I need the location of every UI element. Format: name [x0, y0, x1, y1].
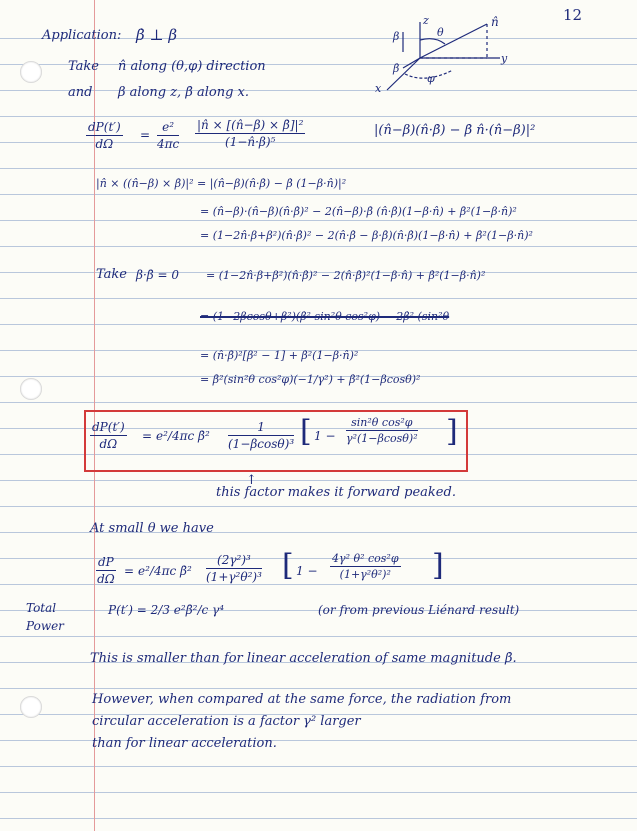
small-theta-one-minus: 1 − — [296, 564, 318, 578]
simplified-line-1: = (n̂·β̇)²[β² − 1] + β̇²(1−β·n̂)² — [200, 349, 359, 362]
take-word: Take — [96, 267, 127, 282]
expansion-line-1: |n̂ × ((n̂−β) × β̇)|² = |(n̂−β)(n̂·β̇) − β̇ (1−β·n̂)|² — [96, 177, 347, 190]
diagram-y-label: y — [501, 52, 508, 65]
boxed-lhs: $\frac{dP(t')}{d\Omega}$ — [92, 420, 125, 451]
conclusion-line-2: However, when compared at the same force, the radiation from — [92, 692, 512, 707]
power-eq-lhs: $\frac{dP(t')}{d\Omega}$ — [88, 120, 121, 151]
total-power-note: (or from previous Liénard result) — [318, 603, 520, 617]
boxed-coefficient: e²/4πc β̇² — [156, 429, 210, 443]
small-theta-bracket-open: [ — [282, 548, 294, 583]
small-theta-bracket-close: ] — [432, 548, 444, 583]
boxed-one-minus: 1 − — [314, 429, 336, 443]
conclusion-line-4: than for linear acceleration. — [92, 736, 277, 751]
conclusion-line-3: circular acceleration is a factor γ² larger — [92, 714, 361, 729]
setup-take: Take — [68, 59, 99, 74]
boxed-fraction: $\frac{1}{\text{(1−βcosθ)³}}$ — [228, 420, 295, 451]
total-power-expression: P(t′) = 2/3 e²β̇²/c γ⁴ — [108, 603, 225, 617]
setup-line2: β along z, β̇ along x. — [118, 85, 249, 100]
struck-out-line: = (1−2βcosθ+β²)(β̇² sin²θ cos²φ) − 2β̇² (sin²θ — [200, 310, 450, 323]
boxed-bracket-open: [ — [300, 414, 312, 449]
simplified-line-2: = β̇²(sin²θ cos²φ)(−1/γ²) + β̇²(1−βcosθ)² — [200, 373, 421, 386]
power-eq-coefficient: $\frac{\text{e²}}{4\pi c}$ — [157, 120, 180, 151]
diagram-z-label: z — [423, 14, 429, 27]
diagram-phi-label: φ — [427, 72, 435, 85]
expansion-line-2: = (n̂−β)·(n̂−β)(n̂·β̇)² − 2(n̂−β)·β̇ (n̂·β̇)(1−β·n̂) + β̇²(1−β·n̂)² — [200, 205, 517, 218]
conclusion-line-1: This is smaller than for linear acceleration of same magnitude β̇. — [90, 651, 517, 666]
diagram-betadot-label: β̇ — [393, 62, 400, 75]
punch-hole — [20, 61, 42, 83]
margin-note-total: Total — [26, 601, 57, 615]
setup-and: and — [68, 85, 93, 100]
take-condition: β·β̇ = 0 — [136, 268, 180, 282]
small-theta-lhs: $\frac{dP}{d\Omega}$ — [97, 555, 115, 586]
small-theta-inner-fraction: $\frac{\text{4γ² θ² cos²φ}}{\text{(1+γ²θ²)²}}$ — [332, 552, 399, 581]
application-label: Application: — [42, 28, 122, 43]
coordinate-diagram — [365, 10, 525, 100]
diagram-x-label: x — [375, 82, 382, 95]
annotation-text: this factor makes it forward peaked. — [216, 485, 456, 500]
small-theta-fraction: $\frac{\text{(2γ²)³}}{\text{(1+γ²θ²)³}}$ — [206, 553, 262, 584]
application-condition: β̇ ⊥ β — [136, 26, 177, 44]
boxed-equals: = — [142, 429, 153, 443]
power-eq-equals: = — [140, 128, 151, 142]
page-number: 12 — [563, 6, 583, 24]
power-eq-fraction: $\frac{\text{|n̂ × [(n̂−β) × β̇]|²}}{\text{(1−n̂·β)⁵}}$ — [197, 118, 304, 149]
diagram-theta-label: θ — [437, 26, 444, 39]
boxed-bracket-close: ] — [446, 414, 458, 449]
punch-hole — [20, 378, 42, 400]
small-theta-intro: At small θ we have — [90, 521, 214, 536]
boxed-inner-fraction: $\frac{\text{sin²θ cos²φ}}{\text{γ²(1−βcosθ)²}}$ — [346, 416, 418, 445]
annotation-arrow: ↑ — [246, 473, 257, 488]
side-expression: |(n̂−β)(n̂·β̇) − β̇ n̂·(n̂−β)|² — [374, 123, 536, 138]
margin-note-power: Power — [26, 619, 64, 633]
diagram-n-label: n̂ — [491, 15, 499, 29]
take-expression: = (1−2n̂·β+β²)(n̂·β̇)² − 2(n̂·β̇)²(1−β·n̂) + β̇²(1−β·n̂)² — [206, 269, 486, 282]
setup-line1: n̂ along (θ,φ) direction — [118, 59, 266, 74]
punch-hole — [20, 696, 42, 718]
small-theta-equals: = — [124, 564, 135, 578]
diagram-beta-label: β — [393, 30, 400, 43]
expansion-line-3: = (1−2n̂·β+β²)(n̂·β̇)² − 2(n̂·β̇ − β·β̇)(n̂·β̇)(1−β·n̂) + β̇²(1−β·n̂)² — [200, 229, 533, 242]
small-theta-coefficient: e²/4πc β̇² — [138, 564, 192, 578]
